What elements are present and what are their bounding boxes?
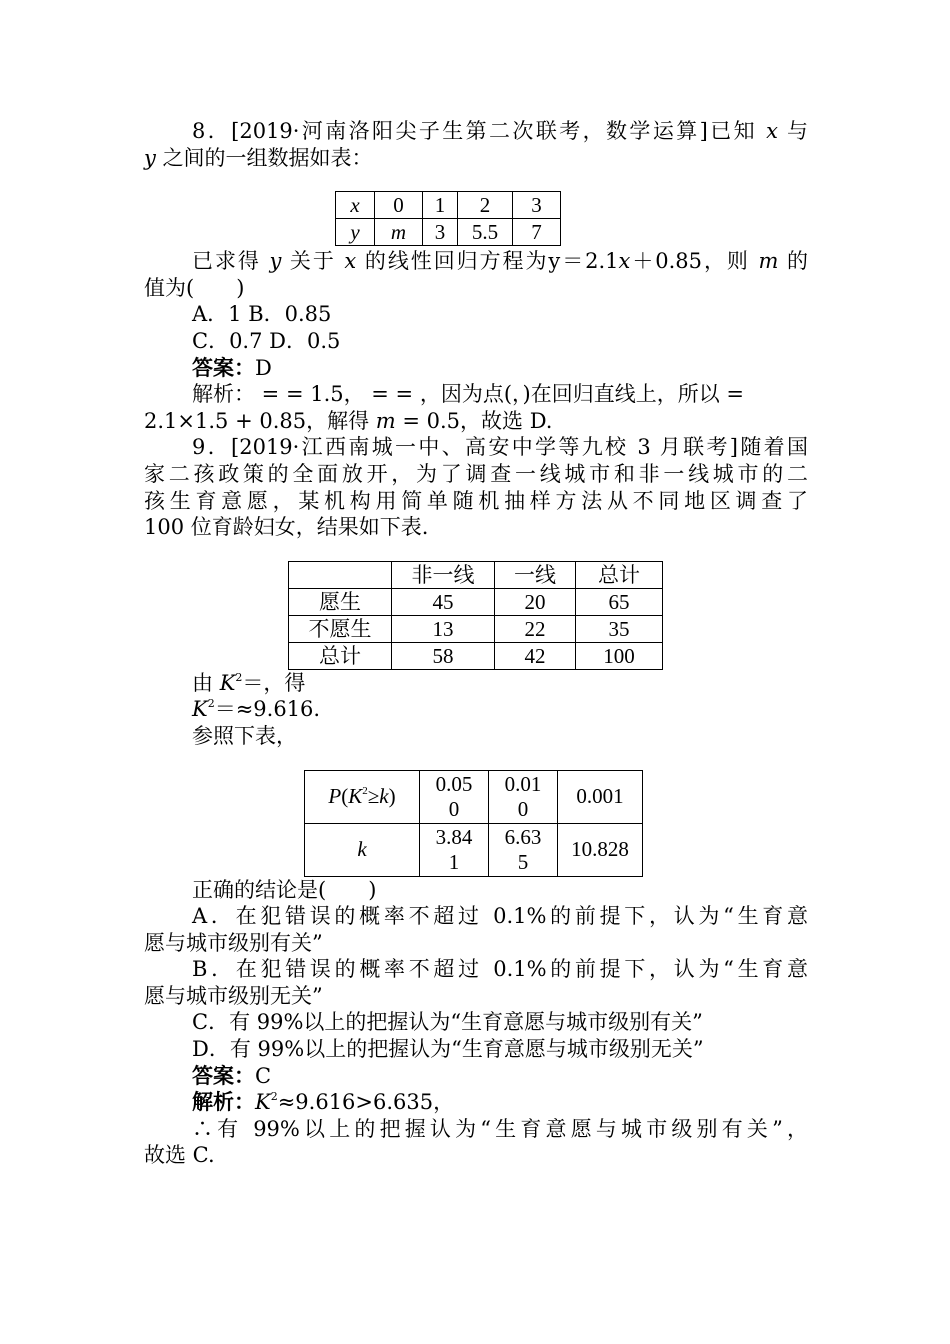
q8-line1: 8．[2019·河南洛阳尖子生第二次联考，数学运算]已知 x 与 <box>192 119 808 143</box>
q9-option-a2: 愿与城市级别有关” <box>144 930 323 955</box>
q8-stem2: 值为( ) <box>144 275 245 300</box>
q9-analysis1: 解析：$K^2\approx 9.616>6.635$， <box>192 1089 455 1115</box>
q9-option-c: C．有 99%以上的把握认为“生育意愿与城市级别有关” <box>192 1010 703 1035</box>
q9-answer: 答案：C <box>192 1062 272 1088</box>
q9-analysis2: ∴有 99%以上的把握认为“生育意愿与城市级别有关”， <box>192 1116 808 1141</box>
q9-reference: 参照下表， <box>192 723 297 748</box>
q9-line4: 100 位育龄妇女，结果如下表. <box>144 515 429 540</box>
q8-analysis2: 2.1×1.5 + 0.85，解得 m = 0.5，故选 D. <box>144 408 553 433</box>
q8-line2: y 之间的一组数据如表： <box>144 145 373 170</box>
q8-options-ab: A．1 B．0.85 <box>192 302 332 327</box>
q9-option-a1: A．在犯错误的概率不超过 0.1%的前提下，认为“生育意 <box>192 904 808 929</box>
q9-option-b2: 愿与城市级别无关” <box>144 983 323 1008</box>
table-row: x 0 1 2 3 <box>336 192 561 219</box>
q9-formula1: 由 $K^2=$，得 <box>192 670 306 695</box>
q9-line2: 家二孩政策的全面放开，为了调查一线城市和非一线城市的二 <box>144 461 808 486</box>
table-row: 非一线 一线 总计 <box>289 561 663 588</box>
q9-option-b1: B．在犯错误的概率不超过 0.1%的前提下，认为“生育意 <box>192 957 808 982</box>
table-row: 不愿生 13 22 35 <box>289 615 663 642</box>
table-row: $P(K^2\ge k)$ 0.05 0 0.01 0 0.001 <box>305 770 643 823</box>
q9-line1: 9．[2019·江西南城一中、高安中学等九校 3 月联考]随着国 <box>192 435 808 460</box>
table-row: 愿生 45 20 65 <box>289 588 663 615</box>
q9-line3: 孩生育意愿，某机构用简单随机抽样方法从不同地区调查了 <box>144 488 808 513</box>
q9-question: 正确的结论是( ) <box>192 877 377 902</box>
q8-analysis1: 解析： = = 1.5， = = ，因为点(，)在回归直线上，所以 = <box>192 382 744 407</box>
q8-answer: 答案：D <box>192 354 272 380</box>
table-row: y m 3 5.5 7 <box>336 219 561 246</box>
q9-survey-table <box>288 561 663 670</box>
table-row: 总计 58 42 100 <box>289 642 663 669</box>
document-page <box>144 118 808 1169</box>
q9-critical-table <box>304 770 643 877</box>
q9-analysis3: 故选 C. <box>144 1143 215 1168</box>
table-row: k 3.84 1 6.63 5 10.828 <box>305 823 643 876</box>
q8-data-table <box>335 191 561 246</box>
q9-option-d: D．有 99%以上的把握认为“生育意愿与城市级别无关” <box>192 1037 704 1062</box>
q8-stem1: 已求得 y 关于 x 的线性回归方程为y＝2.1x＋0.85，则 m 的 <box>192 249 808 274</box>
q9-formula2: $K^2=\approx 9.616$. <box>192 697 321 722</box>
q8-options-cd: C．0.7 D．0.5 <box>192 328 341 353</box>
